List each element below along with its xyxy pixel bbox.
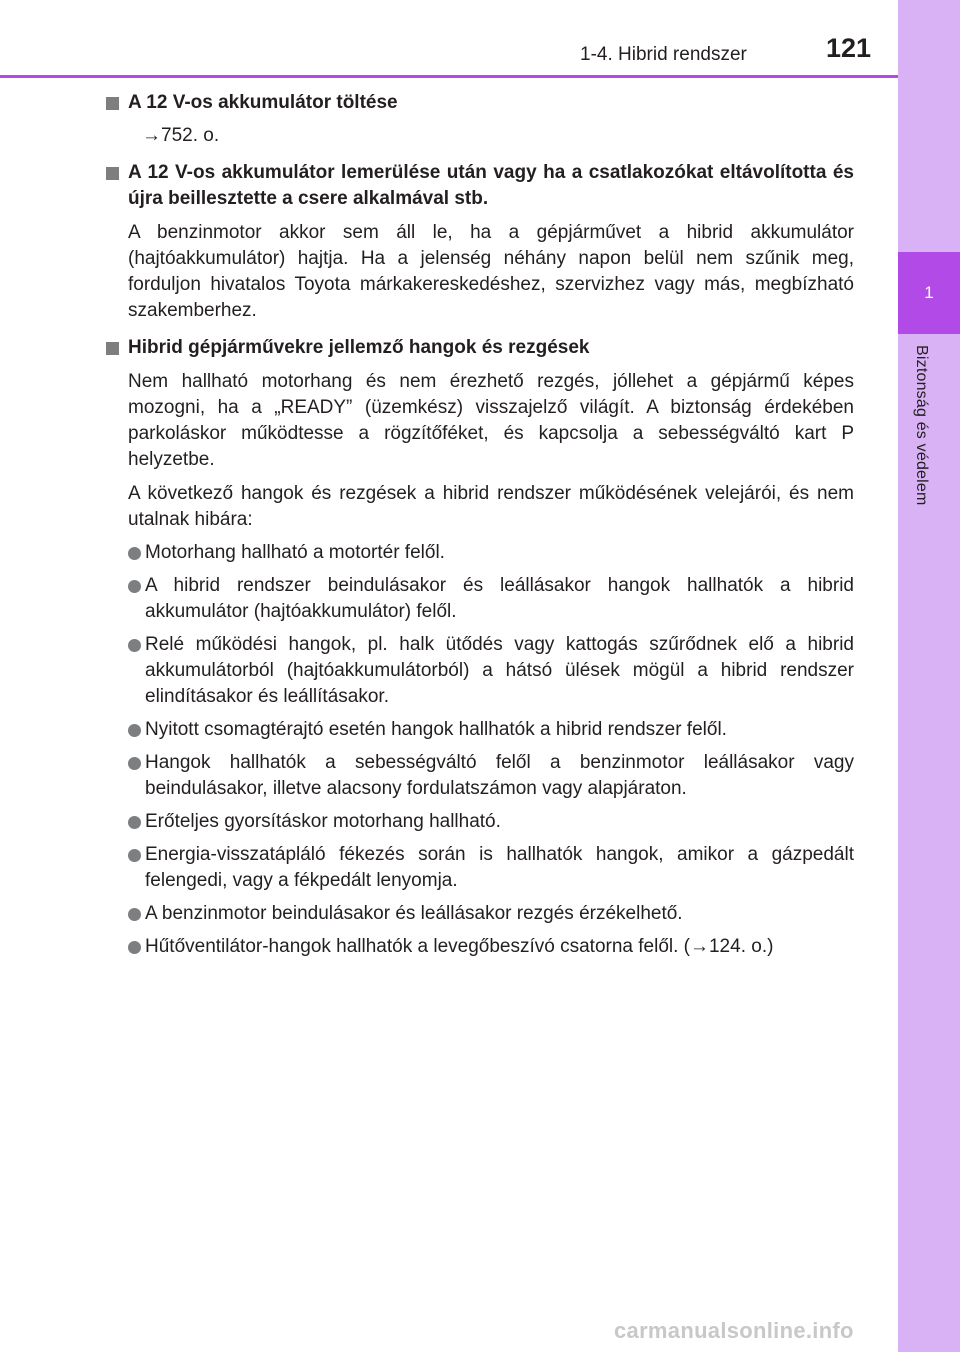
- list-item: Nyitott csomagtérajtó esetén hangok hallhatók a hibrid rendszer felől.: [128, 717, 854, 743]
- section-title: A 12 V-os akkumulátor töltése: [128, 92, 398, 113]
- list-item: Energia-visszatápláló fékezés során is hallhatók hangok, amikor a gázpedált felengedi, vagy a fékpedált lenyomja.: [128, 842, 854, 894]
- square-bullet-icon: [106, 342, 119, 355]
- list-item: A benzinmotor beindulásakor és leállásakor rezgés érzékelhető.: [128, 901, 854, 927]
- watermark: carmanualsonline.info: [614, 1318, 854, 1343]
- circle-bullet-icon: [128, 849, 141, 862]
- section-battery-charging: [104, 90, 854, 149]
- chapter-number: 1: [898, 252, 960, 334]
- chapter-side-tab: [898, 0, 960, 1352]
- square-bullet-icon: [106, 167, 119, 180]
- section-title: Hibrid gépjárművekre jellemző hangok és rezgések: [128, 337, 590, 358]
- section-battery-discharge: [104, 160, 854, 324]
- circle-bullet-icon: [128, 816, 141, 829]
- list-item: Hűtőventilátor-hangok hallhatók a levegőbeszívó csatorna felől. (→124. o.): [128, 934, 854, 960]
- paragraph: A benzinmotor akkor sem áll le, ha a gépjárművet a hibrid akkumulátor (hajtóakkumulátor) hajtja. Ha a jelenség néhány napon belül nem szűnik meg, forduljon hivatalos Toyota márkakereskedéshez, szervizhez vagy más, megbízható szakemberhez.: [128, 222, 854, 321]
- circle-bullet-icon: [128, 639, 141, 652]
- list-item: Relé működési hangok, pl. halk ütődés vagy kattogás szűrődnek elő a hibrid akkumulátorból (hajtóakkumulátorból) a hátsó ülések mögül a hibrid rendszer elindításakor és leállításakor.: [128, 632, 854, 710]
- paragraph: A következő hangok és rezgések a hibrid rendszer működésének velejárói, és nem utalnak hibára:: [128, 483, 854, 530]
- square-bullet-icon: [106, 97, 119, 110]
- circle-bullet-icon: [128, 580, 141, 593]
- page-content: [104, 90, 854, 960]
- circle-bullet-icon: [128, 547, 141, 560]
- circle-bullet-icon: [128, 908, 141, 921]
- section-title: A 12 V-os akkumulátor lemerülése után vagy ha a csatlakozókat eltávolította és újra beillesztette a csere alkalmával stb.: [128, 162, 854, 209]
- page-number: 121: [826, 33, 872, 63]
- circle-bullet-icon: [128, 941, 141, 954]
- section-heading: 1-4. Hibrid rendszer: [580, 44, 747, 65]
- list-item: Hangok hallhatók a sebességváltó felől a benzinmotor leállásakor vagy beindulásakor, illetve alacsony fordulatszámon vagy alapjáraton.: [128, 750, 854, 802]
- circle-bullet-icon: [128, 724, 141, 737]
- page-reference: →752. o.: [142, 125, 220, 146]
- chapter-label: Biztonság és védelem: [913, 345, 930, 506]
- header-rule: [0, 75, 898, 78]
- list-item: Motorhang hallható a motortér felől.: [128, 540, 854, 566]
- bullet-list: [128, 540, 854, 960]
- paragraph: Nem hallható motorhang és nem érezhető rezgés, jóllehet a gépjármű képes mozogni, ha a „READY” (üzemkész) visszajelző világít. A biztonság érdekében parkoláskor működtesse a rögzítőféket, és kapcsolja a sebességváltó kart P helyzetbe.: [128, 371, 854, 470]
- section-hybrid-sounds: [104, 335, 854, 960]
- list-item: A hibrid rendszer beindulásakor és leállásakor hangok hallhatók a hibrid akkumulátor (hajtóakkumulátor) felől.: [128, 573, 854, 625]
- circle-bullet-icon: [128, 757, 141, 770]
- list-item: Erőteljes gyorsításkor motorhang hallható.: [128, 809, 854, 835]
